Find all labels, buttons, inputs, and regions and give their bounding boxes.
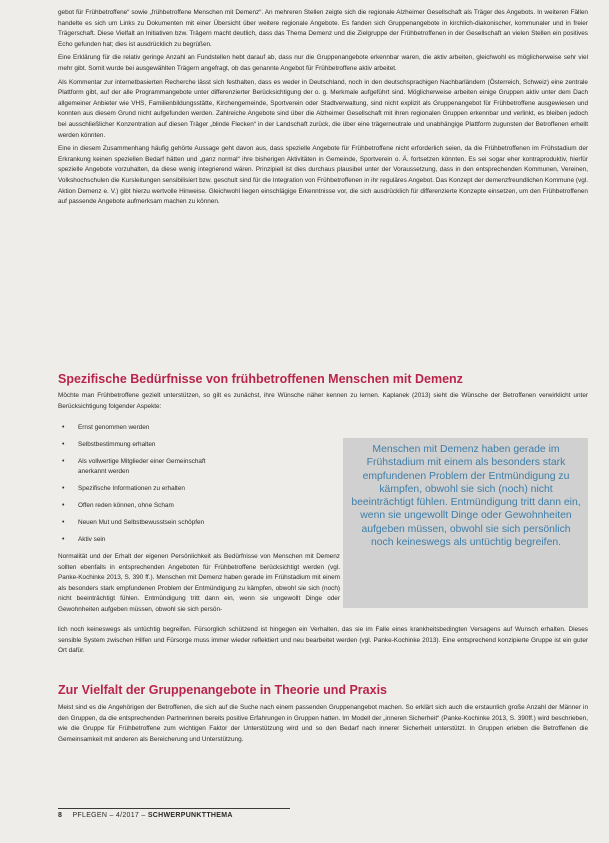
list-item bbox=[62, 484, 332, 494]
list-item bbox=[62, 457, 228, 477]
bullet-glyph: • bbox=[62, 485, 65, 492]
pull-quote: Menschen mit Demenz haben gerade im Frühstadium mit einem als besonders stark empfundenen Problem der Entmündigung zu kämpfen, obwohl sie sich (noch) nicht beeinträchtigt fühlen. Entmündigung tritt dann ein, wenn sie ungewollt Dinge oder Gewohnheiten aufgeben müssen, obwohl sie sich persönlich noch keineswegs als untüchtig begreifen. bbox=[351, 444, 581, 549]
list-item-text: Spezifische Informationen zu erhalten bbox=[78, 485, 185, 492]
list-item bbox=[62, 440, 332, 450]
section-heading-needs: Spezifische Bedürfnisse von frühbetroffenen Menschen mit Demenz bbox=[58, 372, 463, 386]
list-item-text: Selbstbestimmung erhalten bbox=[78, 441, 156, 448]
bullet-glyph: • bbox=[62, 536, 65, 543]
normality-column-text: Normalität und der Erhalt der eigenen Persönlichkeit als Bedürfnisse von Menschen mit Demenz sollten ebenfalls in entsprechenden Angeboten für Frühbetroffene berücksichtigt werden (vgl. Panke-Kochinke 2013, S. 390 ff.). Menschen mit Demenz haben gerade im Frühstadium mit einem als besonders stark empfundenen Problem der Entmündigung zu kämpfen, obwohl sie sich (noch) nicht beeinträchtigt fühlen. Entmündigung tritt dann ein, wenn sie ungewollt Dinge oder Gewohnheiten aufgeben müssen, obwohl sie sich persön- bbox=[58, 553, 340, 613]
list-item-text: Neuen Mut und Selbstbewusstsein schöpfen bbox=[78, 519, 205, 526]
section-needs-intro bbox=[58, 391, 588, 415]
normality-continuation-text: lich noch keineswegs als untüchtig begreifen. Fürsorglich schützend ist hingegen ein Verhalten, das sie im Falle eines krankheitsbedingten Versagens auf Wunsch erhalten. Dieses sensible System zwischen Hilfen und Fürsorge muss immer wieder reflektiert und neu bearbeitet werden (vgl. Panke-Kochinke 2013). Eine entsprechend konzipierte Gruppe ist ein guter Ort dafür. bbox=[58, 626, 588, 654]
page-number: 8 bbox=[58, 812, 63, 819]
intro-paragraph-3: Als Kommentar zur internetbasierten Recherche lässt sich festhalten, dass es weder in Deutschland, noch in den deutschsprachigen Nachbarländern (Österreich, Schweiz) eine zentrale Plattform gibt, auf der alle Programmangebote unter differenzierter Berücksichtigung der o. g. Merkmale aufgeführt sind. Möglicherweise arbeiten einige Gruppen aktiv unter dem Dach allgemeiner Anbieter wie VHS, Familienbildungsstätte, Kirchengemeinde, Sportverein oder Stadtverwaltung, sind nicht explizit als Gruppenangebot für Frühbetroffene ausgewiesen und konnten aus diesem Grund nicht aufgefunden werden. Zahlreiche Angebote sind über die Alzheimer Gesellschaft mit ihren regionalen Gruppen erkennbar und verlinkt, es bleiben jedoch bei ausschließlicher Konzentration auf diesen Träger „blinde Flecken“ in der Landschaft zurück, die über eine trägerneutrale und unabhängige Plattform zugunsten der Betroffenen erhellt werden könnten. bbox=[58, 78, 588, 139]
section-variety-text bbox=[58, 703, 588, 748]
footer-divider bbox=[58, 808, 290, 809]
page-footer bbox=[58, 811, 233, 820]
section-variety-paragraph: Meist sind es die Angehörigen der Betroffenen, die sich auf die Suche nach einem passenden Gruppenangebot machen. So erklärt sich auch die erstaunlich große Anzahl der Männer in den Gruppen, da die entsprechenden Partnerinnen bereits positive Erfahrungen in Gruppen hatten. Im Modell der „inneren Sicherheit“ (Panke-Kochinke 2013, S. 390ff.) wird beschrieben, wie die Gruppe für Frühbetroffene zum wichtigen Faktor der Unterstützung wird und so den Bedarf nach innerer Sicherheit unterstützt. In Gruppen erleben die Betroffenen die Gemeinsamkeit mit anderen als Bereicherung und Unterstützung. bbox=[58, 704, 588, 743]
list-item-text: Offen reden können, ohne Scham bbox=[78, 502, 174, 509]
journal-issue: PFLEGEN – 4/2017 – bbox=[72, 812, 146, 819]
bullet-glyph: • bbox=[62, 502, 65, 509]
bullet-glyph: • bbox=[62, 519, 65, 526]
list-item bbox=[62, 501, 332, 511]
intro-text bbox=[58, 8, 588, 211]
bullet-glyph: • bbox=[62, 458, 65, 465]
list-item-text: Ernst genommen werden bbox=[78, 424, 150, 431]
intro-paragraph-4: Eine in diesem Zusammenhang häufig gehörte Aussage geht davon aus, dass spezielle Angebote für Frühbetroffene nicht erforderlich seien, da die Frühbetroffenen im Frühstadium der Erkrankung keinen speziellen Bedarf hätten und „ganz normal“ ihre bisherigen Aktivitäten in Gemeinde, Sportverein o. Ä. fortsetzen könnten. Es sei sogar eher kontraproduktiv, hierfür spezielle Angebote vorzuhalten, da diese wenig integrierend wären. Prinzipiell ist dies durchaus plausibel unter der Voraussetzung, dass in den entsprechenden Kommunen, Vereinen, Volkshochschulen die Kursleitungen sensibilisiert bzw. geschult sind für die Integration von Frühbetroffenen in ihr reguläres Angebot. Das Konzept der demenzfreundlichen Kommune (vgl. Aktion Demenz e. V.) gibt hierzu wertvolle Hinweise. Gleichwohl liegen einschlägige Erkenntnisse vor, die sich ausdrücklich für differenzierte Konzepte einsetzen, um den Frühbetroffenen auf passende Angebote aufmerksam machen zu können. bbox=[58, 145, 588, 206]
list-item-text: Aktiv sein bbox=[78, 536, 106, 543]
section-label: SCHWERPUNKTTHEMA bbox=[147, 812, 233, 819]
list-item-text: Als vollwertige Mitglieder einer Gemeinschaft anerkannt werden bbox=[78, 458, 206, 475]
bullet-glyph: • bbox=[62, 424, 65, 431]
list-item bbox=[62, 535, 332, 545]
list-item bbox=[62, 518, 332, 528]
bullet-glyph: • bbox=[62, 441, 65, 448]
aspects-list bbox=[62, 423, 332, 552]
list-item bbox=[62, 423, 332, 433]
intro-paragraph-2: Eine Erklärung für die relativ geringe Anzahl an Fundstellen hebt darauf ab, dass nur die Gruppenangebote erkennbar waren, die aktiv arbeiten, gleichwohl es möglicherweise sehr viel mehr gibt. Somit wurde bei ausgewählten Trägern angefragt, ob das genannte Angebot für Frühbetroffene aktiv arbeitet. bbox=[58, 54, 588, 72]
section-needs-intro-paragraph: Möchte man Frühbetroffene gezielt unterstützen, so gilt es zunächst, ihre Wünsche näher kennen zu lernen. Kaplanek (2013) sieht die Wünsche der Betroffenen verwirklicht unter Berücksichtigung folgender Aspekte: bbox=[58, 392, 588, 410]
intro-paragraph-1: gebot für Frühbetroffene“ sowie „frühbetroffene Menschen mit Demenz“. An mehreren Stellen zeigte sich die regionale Alzheimer Gesellschaft als Träger des Angebots. In weiteren Fällen handelte es sich um Links zu Dokumenten mit einer Übersicht über weitere regionale Angebote. Es fanden sich Gruppenangebote in kirchlich-diakonischer, kommunaler und in freier Trägerschaft. Diese Vielfalt an Initiativen bzw. Trägern macht deutlich, dass das Thema Demenz und die Zielgruppe der Frühbetroffenen in der Gesellschaft an vielen Stellen ein positives Echo gefunden hat; dies ist ausdrücklich zu begrüßen. bbox=[58, 9, 588, 48]
section-heading-variety: Zur Vielfalt der Gruppenangebote in Theorie und Praxis bbox=[58, 683, 387, 697]
